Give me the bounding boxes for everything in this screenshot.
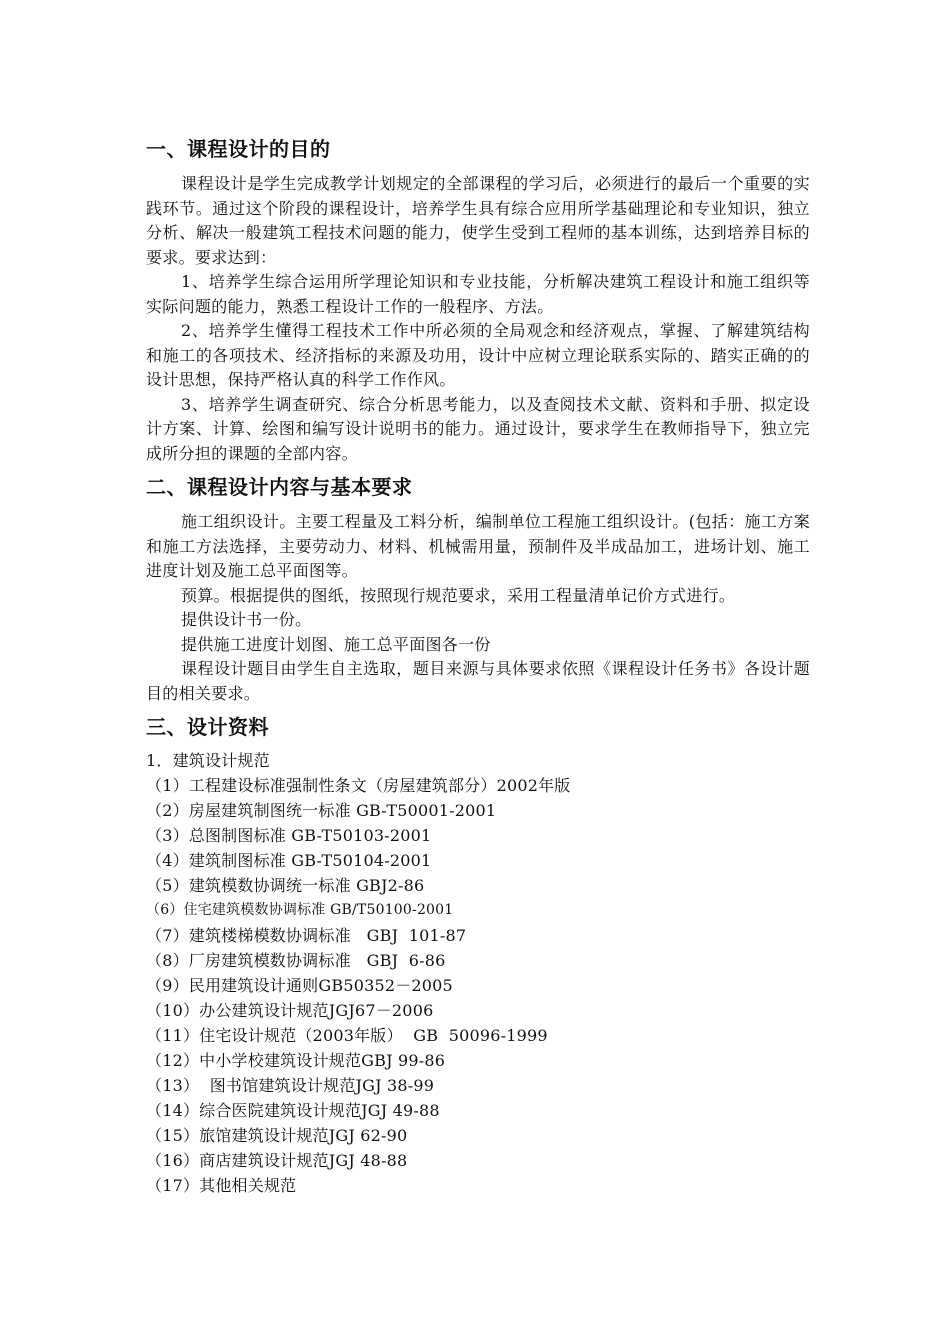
list-item: （14）综合医院建筑设计规范JGJ 49-88 [146,1101,440,1120]
section-2-paragraph: 施工组织设计。主要工程量及工料分析，编制单位工程施工组织设计。(包括：施工方案和施工方法选择，主要劳动力、材料、机械需用量，预制件及半成品加工，进场计划、施工进度计划及施工总平面图等。 [146,512,810,580]
section-2-paragraph: 课程设计题目由学生自主选取，题目来源与具体要求依照《课程设计任务书》各设计题目的相关要求。 [146,659,810,703]
list-item: （13） 图书馆建筑设计规范JGJ 38-99 [146,1076,435,1095]
list-item: （11）住宅设计规范（2003年版） GB 50096-1999 [146,1026,548,1045]
list-item: （9）民用建筑设计通则GB50352－2005 [146,976,453,995]
list-item: （10）办公建筑设计规范JGJ67－2006 [146,1001,434,1020]
section-1-heading: 一、课程设计的目的 [146,137,331,161]
section-1-paragraph: 1、培养学生综合运用所学理论知识和专业技能，分析解决建筑工程设计和施工组织等实际问题的能力，熟悉工程设计工作的一般程序、方法。 [146,272,810,316]
list-item: （8）厂房建筑模数协调标准 GBJ 6-86 [146,951,446,970]
list-item: （3）总图制图标准 GB-T50103-2001 [146,826,432,845]
section-2-heading: 二、课程设计内容与基本要求 [146,475,413,499]
list-item: （12）中小学校建筑设计规范GBJ 99-86 [146,1051,446,1070]
document-page [146,134,810,1198]
list-item: （4）建筑制图标准 GB-T50104-2001 [146,851,432,870]
section-3-heading: 三、设计资料 [146,715,269,739]
list-item: （5）建筑模数协调统一标准 GBJ2-86 [146,876,425,895]
section-1-paragraph: 2、培养学生懂得工程技术工作中所必须的全局观念和经济观点，掌握、了解建筑结构和施工的各项技术、经济指标的来源及功用，设计中应树立理论联系实际的、踏实正确的的设计思想，保持严格认真的科学工作作风。 [146,321,810,389]
section-1-paragraph: 3、培养学生调查研究、综合分析思考能力，以及查阅技术文献、资料和手册、拟定设计方案、计算、绘图和编写设计说明书的能力。通过设计，要求学生在教师指导下，独立完成所分担的课题的全部内容。 [146,394,810,463]
list-item: （15）旅馆建筑设计规范JGJ 62-90 [146,1126,408,1145]
reference-list [146,748,810,1198]
list-item: （2）房屋建筑制图统一标准 GB-T50001-2001 [146,801,497,820]
section-1-paragraph: 课程设计是学生完成教学计划规定的全部课程的学习后，必须进行的最后一个重要的实践环节。通过这个阶段的课程设计，培养学生具有综合应用所学基础理论和专业知识，独立分析、解决一般建筑工程技术问题的能力，使学生受到工程师的基本训练，达到培养目标的要求。要求达到： [146,174,810,267]
section-2-paragraph: 提供施工进度计划图、施工总平面图各一份 [181,634,491,654]
list-item: （17）其他相关规范 [146,1176,297,1195]
list-item: （1）工程建设标准强制性条文（房屋建筑部分）2002年版 [146,776,571,795]
section-2-paragraph: 预算。根据提供的图纸，按照现行规范要求，采用工程量清单记价方式进行。 [181,585,736,605]
list-item: 1．建筑设计规范 [146,751,270,770]
list-item: （7）建筑楼梯模数协调标准 GBJ 101-87 [146,926,467,945]
list-item: （6）住宅建筑模数协调标准 GB/T50100-2001 [146,902,454,918]
list-item: （16）商店建筑设计规范JGJ 48-88 [146,1151,408,1170]
section-2-paragraph: 提供设计书一份。 [181,610,312,629]
